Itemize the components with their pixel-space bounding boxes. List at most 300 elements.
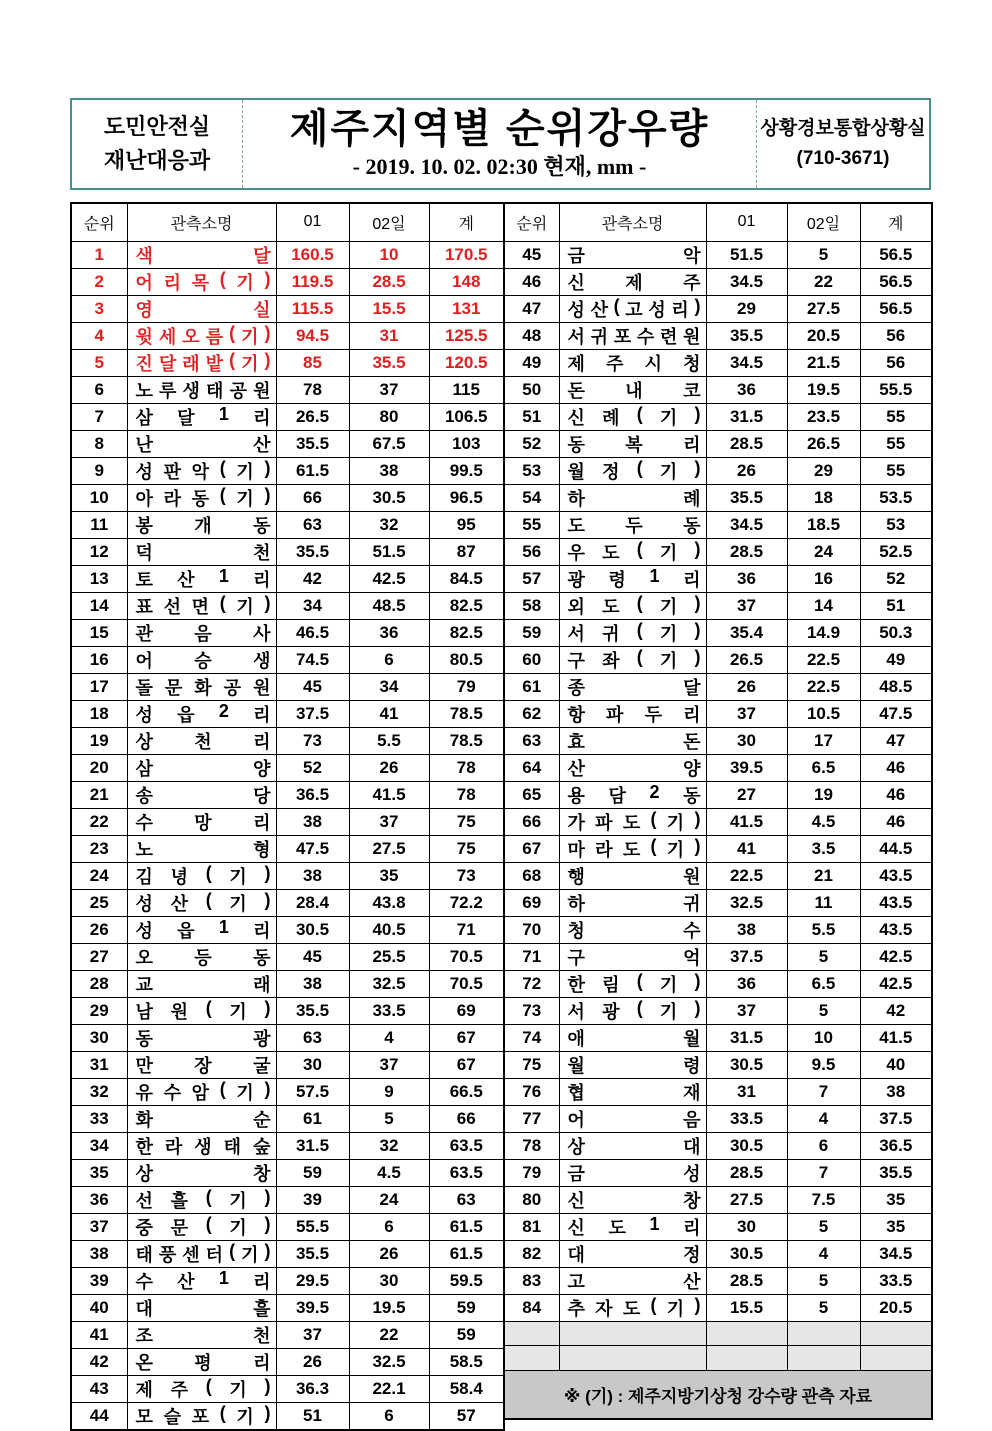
day1-value-cell: 37.5 [706,943,787,970]
station-name-cell [127,484,276,511]
rank-cell: 35 [71,1159,127,1186]
rank-cell: 76 [504,1078,559,1105]
station-name-cell [559,403,706,430]
total-value-cell: 67 [429,1024,504,1051]
rank-cell: 50 [504,376,559,403]
day1-value-cell: 37 [706,700,787,727]
station-name: 덕 천 [135,542,271,563]
day2-value-cell: 35.5 [349,349,429,376]
day2-value-cell: 28.5 [349,268,429,295]
total-value-cell: 69 [429,997,504,1024]
total-value-cell: 47 [860,727,932,754]
station-name-cell [127,241,276,268]
day1-value-cell: 35.5 [706,484,787,511]
rank-cell: 59 [504,619,559,646]
day2-value-cell: 7 [787,1159,860,1186]
station-name-cell [127,376,276,403]
day1-value-cell: 63 [276,1024,349,1051]
station-name: 영 실 [135,299,271,320]
station-name: 노 형 [135,839,271,860]
col-day2: 02일 [787,203,860,241]
day2-value-cell: 37 [349,1051,429,1078]
table-row [504,889,932,916]
total-value-cell: 56.5 [860,295,932,322]
table-row [504,241,932,268]
total-value-cell: 59.5 [429,1267,504,1294]
day1-value-cell: 38 [276,862,349,889]
empty-cell [559,1321,706,1346]
table-row [71,403,504,430]
table-row [71,1240,504,1267]
day1-value-cell: 31 [706,1078,787,1105]
report-subtitle: - 2019. 10. 02. 02:30 현재, mm - [352,154,647,179]
rank-cell: 1 [71,241,127,268]
station-name: 노 루 생 태 공 원 [135,380,271,401]
empty-cell [787,1346,860,1371]
day1-value-cell: 59 [276,1159,349,1186]
station-name: 어 음 [567,1109,701,1130]
station-name: 유 수 암 ( 기 ) [135,1078,271,1103]
rank-cell: 65 [504,781,559,808]
station-name-cell [559,727,706,754]
table-row [71,835,504,862]
empty-cell [559,1346,706,1371]
station-name-cell [559,349,706,376]
day1-value-cell: 45 [276,943,349,970]
rank-cell: 43 [71,1375,127,1402]
day1-value-cell: 30.5 [276,916,349,943]
total-value-cell: 61.5 [429,1213,504,1240]
col-rank: 순위 [504,203,559,241]
total-value-cell: 46 [860,808,932,835]
station-name-cell [559,1024,706,1051]
table-row [71,673,504,700]
station-name-cell [559,754,706,781]
total-value-cell: 41.5 [860,1024,932,1051]
station-name-cell [559,916,706,943]
day1-value-cell: 115.5 [276,295,349,322]
station-name: 협 재 [567,1082,701,1103]
day1-value-cell: 94.5 [276,322,349,349]
day2-value-cell: 80 [349,403,429,430]
station-name: 성 읍 2 리 [135,700,271,725]
day2-value-cell: 42.5 [349,565,429,592]
station-name-cell [559,1294,706,1321]
station-name: 한 림 ( 기 ) [567,970,701,995]
day1-value-cell: 31.5 [276,1132,349,1159]
day1-value-cell: 73 [276,727,349,754]
station-name-cell [127,997,276,1024]
station-name: 신 창 [567,1190,701,1211]
day1-value-cell: 30.5 [706,1132,787,1159]
station-name-cell [127,727,276,754]
table-row [504,592,932,619]
station-name: 제 주 ( 기 ) [135,1375,271,1400]
table-row [71,1186,504,1213]
day1-value-cell: 39.5 [706,754,787,781]
day1-value-cell: 28.5 [706,430,787,457]
day2-value-cell: 48.5 [349,592,429,619]
day2-value-cell: 20.5 [787,322,860,349]
day2-value-cell: 23.5 [787,403,860,430]
table-row [504,835,932,862]
total-value-cell: 46 [860,754,932,781]
station-name-cell [127,754,276,781]
total-value-cell: 33.5 [860,1267,932,1294]
table-row [504,1051,932,1078]
total-value-cell: 34.5 [860,1240,932,1267]
contact-phone: (710-3671) [796,148,890,169]
day1-value-cell: 36 [706,376,787,403]
station-name: 돌 문 화 공 원 [135,677,271,698]
rank-cell: 30 [71,1024,127,1051]
station-name: 가 파 도 ( 기 ) [567,808,701,833]
total-value-cell: 59 [429,1321,504,1348]
rank-cell: 52 [504,430,559,457]
station-name: 삼 달 1 리 [135,403,271,428]
rank-cell: 49 [504,349,559,376]
station-name: 서 귀 ( 기 ) [567,619,701,644]
day2-value-cell: 6 [349,1402,429,1430]
station-name-cell [127,970,276,997]
table-row [504,403,932,430]
rank-cell: 72 [504,970,559,997]
station-name: 하 귀 [567,893,701,914]
rank-cell: 64 [504,754,559,781]
total-value-cell: 70.5 [429,943,504,970]
total-value-cell: 35 [860,1213,932,1240]
station-name: 남 원 ( 기 ) [135,997,271,1022]
station-name: 효 돈 [567,731,701,752]
day2-value-cell: 6 [349,646,429,673]
day2-value-cell: 27.5 [349,835,429,862]
station-name-cell [559,943,706,970]
total-value-cell: 43.5 [860,916,932,943]
day2-value-cell: 11 [787,889,860,916]
station-name: 수 산 1 리 [135,1267,271,1292]
table-row [504,1294,932,1321]
station-name-cell [559,295,706,322]
station-name: 어 리 목 ( 기 ) [135,268,271,293]
day2-value-cell: 37 [349,376,429,403]
rank-cell: 26 [71,916,127,943]
rank-cell: 6 [71,376,127,403]
table-row [504,1132,932,1159]
station-name: 교 래 [135,974,271,995]
table-row [504,349,932,376]
total-value-cell: 50.3 [860,619,932,646]
station-name: 동 복 리 [567,434,701,455]
station-name: 진 달 래 밭 ( 기 ) [135,349,271,374]
station-name-cell [127,457,276,484]
table-row [71,1375,504,1402]
rank-cell: 71 [504,943,559,970]
station-name: 월 정 ( 기 ) [567,457,701,482]
table-row [71,862,504,889]
rank-cell: 42 [71,1348,127,1375]
day2-value-cell: 6.5 [787,970,860,997]
day2-value-cell: 30 [349,1267,429,1294]
day1-value-cell: 30.5 [706,1240,787,1267]
day1-value-cell: 42 [276,565,349,592]
table-row [71,1294,504,1321]
rank-cell: 46 [504,268,559,295]
station-name-cell [559,889,706,916]
day2-value-cell: 25.5 [349,943,429,970]
total-value-cell: 56.5 [860,241,932,268]
rank-cell: 62 [504,700,559,727]
day1-value-cell: 66 [276,484,349,511]
total-value-cell: 51 [860,592,932,619]
table-row [71,1078,504,1105]
day2-value-cell: 14 [787,592,860,619]
day2-value-cell: 5 [349,1105,429,1132]
station-name: 봉 개 동 [135,515,271,536]
day2-value-cell: 19 [787,781,860,808]
table-row [71,970,504,997]
day2-value-cell: 67.5 [349,430,429,457]
day1-value-cell: 37 [276,1321,349,1348]
rank-cell: 8 [71,430,127,457]
day1-value-cell: 35.5 [276,1240,349,1267]
total-value-cell: 52.5 [860,538,932,565]
day1-value-cell: 119.5 [276,268,349,295]
table-row [71,889,504,916]
station-name: 상 천 리 [135,731,271,752]
day2-value-cell: 34 [349,673,429,700]
station-name: 표 선 면 ( 기 ) [135,592,271,617]
station-name: 산 양 [567,758,701,779]
table-row [71,727,504,754]
day1-value-cell: 30 [706,727,787,754]
total-value-cell: 103 [429,430,504,457]
station-name-cell [127,835,276,862]
station-name-cell [559,970,706,997]
station-name-cell [127,565,276,592]
total-value-cell: 42 [860,997,932,1024]
total-value-cell: 78 [429,754,504,781]
table-row [71,484,504,511]
station-name: 신 제 주 [567,272,701,293]
day2-value-cell: 33.5 [349,997,429,1024]
station-name-cell [127,700,276,727]
table-row [504,808,932,835]
station-name-cell [559,484,706,511]
day2-value-cell: 4 [349,1024,429,1051]
rank-cell: 44 [71,1402,127,1430]
total-value-cell: 53.5 [860,484,932,511]
rank-cell: 28 [71,970,127,997]
station-name-cell [127,538,276,565]
day1-value-cell: 45 [276,673,349,700]
total-value-cell: 70.5 [429,970,504,997]
day1-value-cell: 51 [276,1402,349,1430]
station-name-cell [559,808,706,835]
rank-cell: 63 [504,727,559,754]
station-name-cell [559,862,706,889]
day1-value-cell: 52 [276,754,349,781]
day1-value-cell: 28.5 [706,1267,787,1294]
table-row [504,1267,932,1294]
table-row [71,322,504,349]
total-value-cell: 42.5 [860,970,932,997]
table-row [504,511,932,538]
day2-value-cell: 32 [349,511,429,538]
total-value-cell: 82.5 [429,592,504,619]
table-row [71,916,504,943]
station-name-cell [559,592,706,619]
table-row [504,1213,932,1240]
total-value-cell: 72.2 [429,889,504,916]
day1-value-cell: 28.4 [276,889,349,916]
total-value-cell: 55 [860,457,932,484]
station-name: 한 라 생 태 숲 [135,1136,271,1157]
total-value-cell: 125.5 [429,322,504,349]
report-header [70,98,931,190]
station-name: 아 라 동 ( 기 ) [135,484,271,509]
day1-value-cell: 36 [706,565,787,592]
rank-cell: 69 [504,889,559,916]
rank-cell: 5 [71,349,127,376]
total-value-cell: 46 [860,781,932,808]
day2-value-cell: 19.5 [787,376,860,403]
day2-value-cell: 43.8 [349,889,429,916]
station-name-cell [127,295,276,322]
day1-value-cell: 29.5 [276,1267,349,1294]
station-name: 종 달 [567,677,701,698]
day1-value-cell: 74.5 [276,646,349,673]
total-value-cell: 61.5 [429,1240,504,1267]
day2-value-cell: 26 [349,1240,429,1267]
total-value-cell: 66.5 [429,1078,504,1105]
day1-value-cell: 34.5 [706,511,787,538]
day2-value-cell: 22 [349,1321,429,1348]
table-row [71,754,504,781]
table-row [504,673,932,700]
day1-value-cell: 38 [276,970,349,997]
rank-cell: 39 [71,1267,127,1294]
rank-cell: 45 [504,241,559,268]
table-row [504,538,932,565]
report-title: 제주지역별 순위강우량 [289,107,710,151]
rank-cell: 29 [71,997,127,1024]
rank-cell: 53 [504,457,559,484]
rank-cell: 84 [504,1294,559,1321]
empty-cell [504,1346,559,1371]
day1-value-cell: 41.5 [706,808,787,835]
table-row [71,619,504,646]
day2-value-cell: 10 [349,241,429,268]
rank-cell: 14 [71,592,127,619]
total-value-cell: 47.5 [860,700,932,727]
rank-cell: 15 [71,619,127,646]
day1-value-cell: 26.5 [706,646,787,673]
day1-value-cell: 35.5 [706,322,787,349]
empty-cell [504,1321,559,1346]
rank-cell: 57 [504,565,559,592]
rank-cell: 60 [504,646,559,673]
station-name-cell [559,268,706,295]
rank-cell: 77 [504,1105,559,1132]
day2-value-cell: 5 [787,943,860,970]
station-name: 청 수 [567,920,701,941]
day2-value-cell: 9.5 [787,1051,860,1078]
department-box [72,100,243,188]
total-value-cell: 56 [860,349,932,376]
table-row [71,997,504,1024]
day1-value-cell: 51.5 [706,241,787,268]
table-row [71,349,504,376]
station-name: 용 담 2 동 [567,781,701,806]
station-name-cell [127,862,276,889]
empty-row [504,1346,932,1371]
table-row [71,1321,504,1348]
total-value-cell: 66 [429,1105,504,1132]
station-name-cell [127,1267,276,1294]
total-value-cell: 49 [860,646,932,673]
day1-value-cell: 26.5 [276,403,349,430]
day1-value-cell: 34.5 [706,268,787,295]
total-value-cell: 71 [429,916,504,943]
total-value-cell: 73 [429,862,504,889]
station-name: 오 등 동 [135,947,271,968]
table-row [504,997,932,1024]
day1-value-cell: 63 [276,511,349,538]
table-row [504,754,932,781]
table-row [71,565,504,592]
table-row [504,1024,932,1051]
station-name: 난 산 [135,434,271,455]
day2-value-cell: 30.5 [349,484,429,511]
total-value-cell: 75 [429,808,504,835]
rank-cell: 27 [71,943,127,970]
col-day1: 01 [276,203,349,241]
station-name-cell [559,538,706,565]
contact-box [757,100,929,188]
station-name-cell [559,700,706,727]
station-name: 항 파 두 리 [567,704,701,725]
day1-value-cell: 61 [276,1105,349,1132]
rank-cell: 55 [504,511,559,538]
rank-cell: 33 [71,1105,127,1132]
table-row [504,619,932,646]
station-name-cell [127,619,276,646]
footnote: ※ (기) : 제주지방기상청 강수량 관측 자료 [504,1370,932,1419]
station-name-cell [127,1240,276,1267]
total-value-cell: 40 [860,1051,932,1078]
station-name: 송 당 [135,785,271,806]
rank-cell: 56 [504,538,559,565]
station-name: 우 도 ( 기 ) [567,538,701,563]
total-value-cell: 44.5 [860,835,932,862]
station-name-cell [127,1213,276,1240]
table-row [504,376,932,403]
total-value-cell: 35.5 [860,1159,932,1186]
day1-value-cell: 35.5 [276,997,349,1024]
station-name-cell [127,268,276,295]
station-name: 돈 내 코 [567,380,701,401]
table-row [504,943,932,970]
day2-value-cell: 26 [349,754,429,781]
station-name-cell [559,1078,706,1105]
day2-value-cell: 31 [349,322,429,349]
rank-cell: 74 [504,1024,559,1051]
total-value-cell: 56 [860,322,932,349]
total-value-cell: 79 [429,673,504,700]
station-name-cell [127,322,276,349]
day2-value-cell: 5 [787,997,860,1024]
station-name-cell [127,1078,276,1105]
